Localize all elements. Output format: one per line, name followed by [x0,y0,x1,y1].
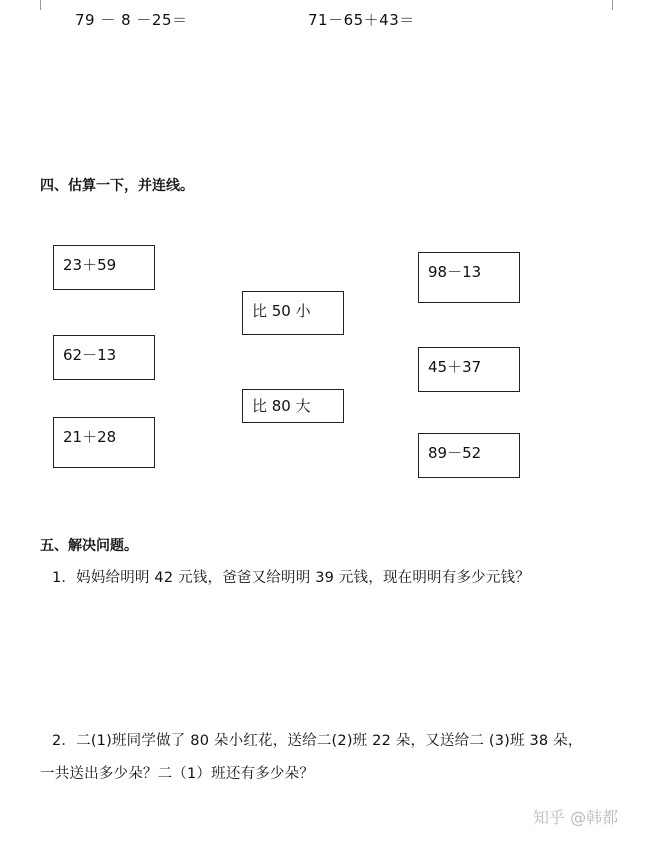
section-5-title: 五、解决问题。 [40,538,138,554]
left-box-3-label: 21＋28 [63,428,117,446]
problem-1: 79 － 8 －25＝ [75,11,188,29]
page-corner-mark-right [612,0,613,10]
left-box-2-label: 62－13 [63,346,117,364]
page-corner-mark-left [40,0,41,10]
right-box-2-label: 45＋37 [428,358,482,376]
question-1: 1．妈妈给明明 42 元钱，爸爸又给明明 39 元钱，现在明明有多少元钱？ [52,570,530,586]
watermark: 知乎 @韩都 [533,808,619,827]
problem-2: 71－65＋43＝ [308,11,415,29]
left-box-3[interactable] [53,417,155,468]
middle-box-2[interactable] [242,389,344,423]
left-box-2[interactable] [53,335,155,380]
right-box-3-label: 89－52 [428,444,482,462]
right-box-3[interactable] [418,433,520,478]
section-4-title: 四、估算一下，并连线。 [40,178,194,194]
right-box-2[interactable] [418,347,520,392]
middle-box-2-label: 比 80 大 [252,397,311,415]
left-box-1-label: 23＋59 [63,256,117,274]
middle-box-1[interactable] [242,291,344,335]
right-box-1[interactable] [418,252,520,303]
right-box-1-label: 98－13 [428,263,482,281]
middle-box-1-label: 比 50 小 [252,302,311,320]
question-2-line-1: 2．二(1)班同学做了 80 朵小红花，送给二(2)班 22 朵，又送给二 (3)班 38 朵， [52,733,583,749]
question-2-line-2: 一共送出多少朵？二（1）班还有多少朵？ [40,766,315,782]
left-box-1[interactable] [53,245,155,290]
